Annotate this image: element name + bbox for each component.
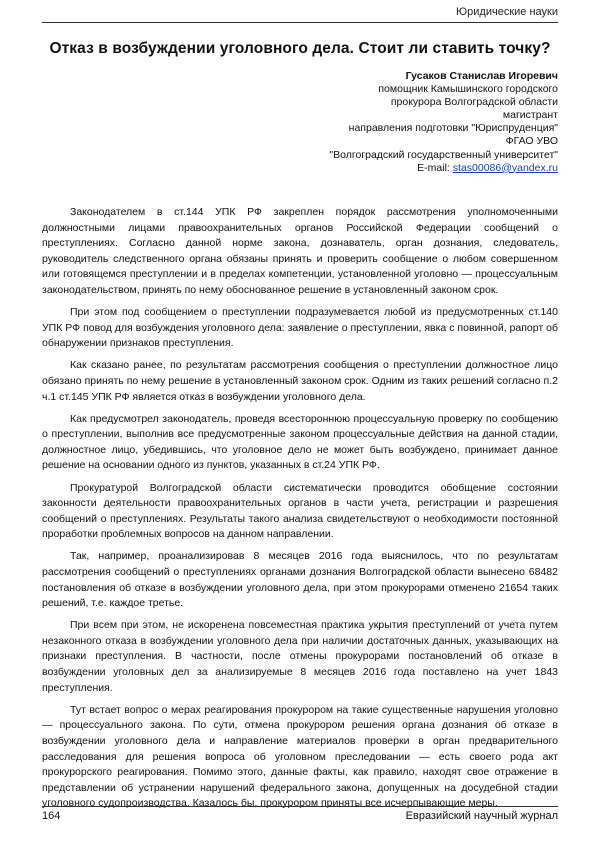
page-number: 164 [42,810,61,822]
body-paragraph: Законодателем в ст.144 УПК РФ закреплен порядок рассмотрения уполномоченными должностными лицами правоохранительных органов Российской Федерации сообщений о преступлениях. Согласно данной норме закона, дознаватель, орган дознания, следователь, руководитель следственного органа обязаны принять и проверить сообщение о любом совершенном или готовящемся преступлении и в пределах компетенции, установленной уголовно — процессуальным законодательством, принять по нему обоснованное решение в установленный законом срок. [42,206,558,296]
author-email-line [258,162,558,175]
email-label: E-mail: [417,161,453,174]
header-rule [42,22,558,23]
body-paragraph: Так, например, проанализировав 8 месяцев 2016 года выяснилось, что по результатам рассмотрения сообщений о преступлениях органами дознания Волгоградской области вынесено 68482 постановления об отказе в возбуждении уголовного дела, при этом прокурорами отменено 21654 таких решений, т.е. каждое третье. [42,550,558,610]
body-paragraph: Как сказано ранее, по результатам рассмотрения сообщения о преступлении должностное лицо обязано принять по нему решение в установленный законом срок. Одним из таких решений согласно п.2 ч.1 ст.145 УПК РФ является отказ в возбуждении уголовного дела. [42,359,558,403]
author-line: помощник Камышинского городского [378,83,558,96]
author-line: прокурора Волгоградской области [390,96,558,109]
body-paragraph: При всем при этом, не искоренена повсеместная практика укрытия преступлений от учета путем незаконного отказа в возбуждении уголовного дела при наличии достаточных данных, указывающих на признаки преступления. В частности, после отмены прокурорами постановлений об отказе в возбуждении уголовных дел за анализируемые 8 месяцев 2016 года поставлено на учет 1843 преступления. [42,619,558,694]
body-paragraph: При этом под сообщением о преступлении подразумевается любой из предусмотренных ст.140 УПК РФ повод для возбуждения уголовного дела: заявление о преступлении, явка с повинной, рапорт об обнаружении признаков преступления. [42,306,558,350]
body-paragraph: Как предусмотрел законодатель, проведя всестороннюю процессуальную проверку по сообщению о преступлении, выполнив все предусмотренные законом процессуальные действия на данной стадии, должностное лицо, убедившись, что уголовное дело не может быть возбуждено, принимает данное решение на основании одного из пунктов, указанных в ст.24 УПК РФ. [42,412,558,472]
body-paragraph: Тут встает вопрос о мерах реагирования прокурором на такие существенные нарушения уголовно — процессуального закона. По сути, отмена прокурором решения органа дознания об отказе в возбуждении уголовного дела и направление материалов проверки в орган предварительного расследования для решения вопроса об уголовном преследовании — есть своего рода акт прокурорского реагирования. Помимо этого, данные факты, как правило, находят свое отражение в представлении об устранении нарушений федерального закона, допущенных на досудебной стадии уголовного судопроизводства. Казалось бы, прокурором приняты все исчерпывающие меры. [42,703,558,810]
article-body [42,205,558,818]
footer-rule [42,806,558,807]
author-name: Гусаков Станислав Игоревич [405,70,558,82]
email-link[interactable]: stas00086@yandex.ru [452,161,558,174]
author-line: ФГАО УВО [505,135,558,148]
running-head-section: Юридические науки [456,6,558,18]
body-paragraph: Прокуратурой Волгоградской области систематически проводится обобщение состоянии законности деятельности правоохранительных органов в части учета, регистрации и разрешения сообщений о преступлениях. Результаты такого анализа свидетельствуют о необходимости постоянной проработки проблемных вопросов на данном направлении. [42,481,558,541]
author-line: "Волгоградский государственный университет" [329,148,558,161]
article-title: Отказ в возбуждении уголовного дела. Стоит ли ставить точку? [49,40,551,57]
journal-name: Евразийский научный журнал [405,810,558,822]
author-block [258,70,558,175]
author-line: направления подготовки "Юриспруденция" [348,122,558,135]
author-line: магистрант [502,109,558,122]
